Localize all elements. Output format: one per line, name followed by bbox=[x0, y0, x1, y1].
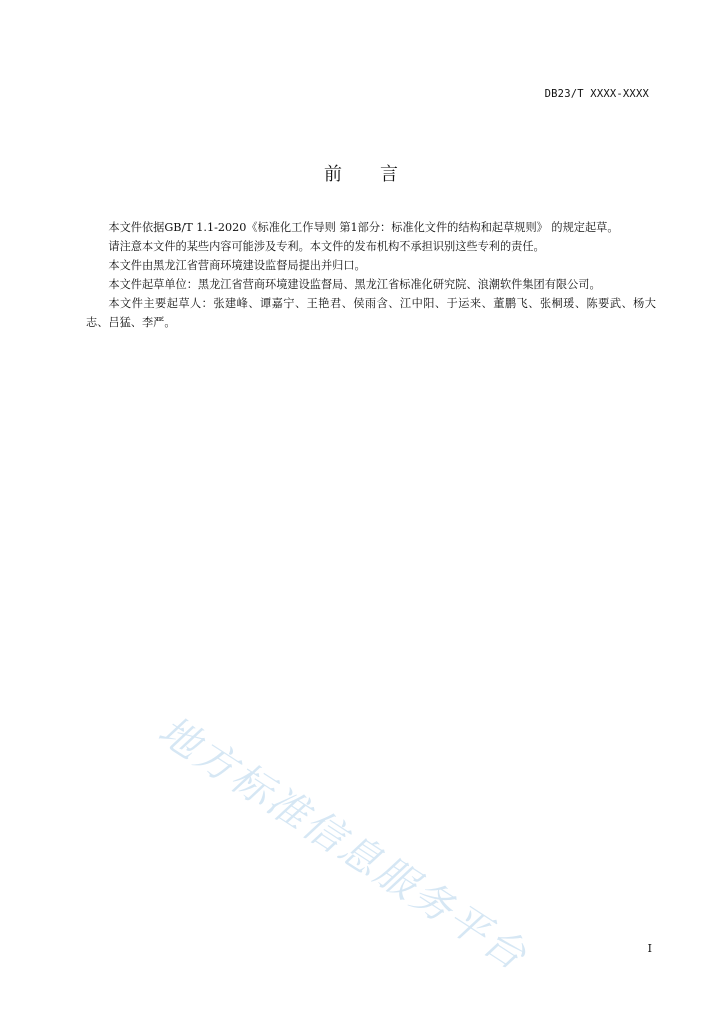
paragraph-patent-notice: 请注意本文件的某些内容可能涉及专利。本文件的发布机构不承担识别这些专利的责任。 bbox=[108, 240, 545, 253]
page-title bbox=[0, 160, 724, 186]
paragraph-drafting-units: 本文件起草单位：黑龙江省营商环境建设监督局、黑龙江省标准化研究院、浪潮软件集团有限公司。 bbox=[108, 278, 601, 291]
paragraph-basis: 本文件依据GB/T 1.1-2020《标准化工作导则 第1部分：标准化文件的结构和起草规则》 的规定起草。 bbox=[108, 221, 619, 234]
watermark: 地方标准信息服务平台 bbox=[150, 707, 536, 981]
page-number: I bbox=[647, 942, 652, 955]
paragraph-proposer: 本文件由黑龙江省营商环境建设监督局提出并归口。 bbox=[108, 259, 366, 272]
document-code: DB23/T XXXX-XXXX bbox=[544, 88, 649, 100]
preface-body bbox=[86, 218, 656, 332]
title-char-2: 言 bbox=[380, 164, 400, 185]
title-char-1: 前 bbox=[324, 164, 344, 185]
paragraph-drafters: 本文件主要起草人：张建峰、谭嘉宁、王艳君、侯雨含、江中阳、于运来、董鹏飞、张桐瑗、陈要武、杨大志、吕猛、李严。 bbox=[86, 297, 656, 329]
